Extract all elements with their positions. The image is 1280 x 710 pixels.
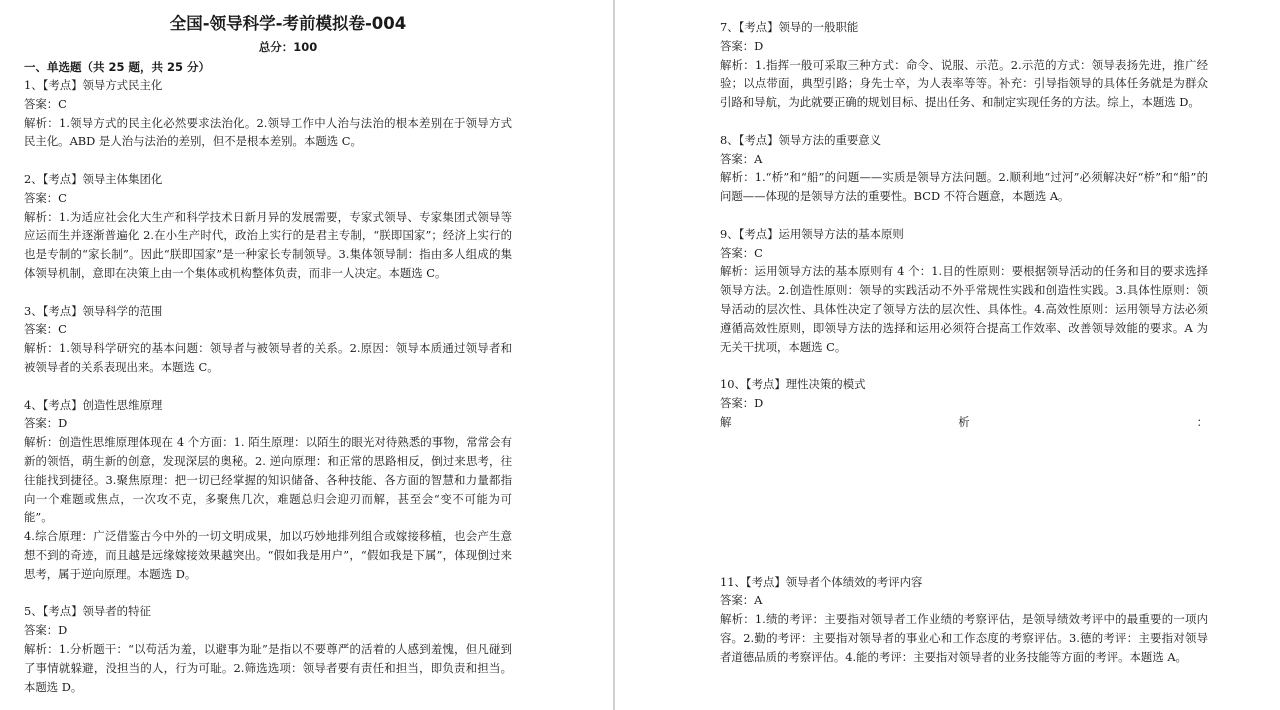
- right-page: [616, 0, 1280, 710]
- question-topic: 4、【考点】创造性思维原理: [24, 397, 163, 412]
- question-5: [24, 602, 512, 696]
- question-answer: 答案：A: [720, 593, 763, 608]
- page-divider: [613, 0, 615, 710]
- question-analysis: 解析：1.领导方式的民主化必然要求法治化。2.领导工作中人治与法治的根本差别在于领导方式民主化。ABD 是人治与法治的差别，但不是根本差别。本题选 C。: [24, 115, 512, 149]
- question-topic: 10、【考点】理性决策的模式: [720, 377, 866, 392]
- question-analysis: 解析：1.绩的考评：主要指对领导者工作业绩的考察评估，是领导绩效考评中的最重要的一项内容。2.勤的考评：主要指对领导者的事业心和工作态度的考察评估。3.德的考评：主要指对领导者道德品质的考察评估。4.能的考评：主要指对领导者的业务技能等方面的考评。本题选 A。: [720, 612, 1208, 664]
- question-2: [24, 170, 512, 283]
- question-3: [24, 302, 512, 377]
- question-topic: 11、【考点】领导者个体绩效的考评内容: [720, 574, 923, 589]
- question-answer: 答案：C: [720, 245, 763, 260]
- question-analysis: 解析：1.分析题干：“以苟活为羞，以避事为耻”是指以不要尊严的活着的人感到羞愧，但凡碰到了事情就躲避，没担当的人，行为可耻。2.筛选选项：领导者要有责任和担当，即负责和担当。本题选 D。: [24, 641, 512, 694]
- question-topic: 8、【考点】领导方法的重要意义: [720, 132, 882, 147]
- analysis-char: 析: [958, 414, 970, 429]
- question-8: [720, 131, 1208, 206]
- question-analysis: [720, 413, 1208, 432]
- question-topic: 2、【考点】领导主体集团化: [24, 171, 163, 186]
- question-4: [24, 396, 512, 584]
- question-topic: 5、【考点】领导者的特征: [24, 604, 151, 619]
- question-topic: 1、【考点】领导方式民主化: [24, 78, 163, 92]
- question-answer: 答案：D: [24, 623, 68, 638]
- question-11: [720, 573, 1208, 667]
- question-answer: 答案：D: [24, 416, 68, 431]
- question-analysis: 解析：1.领导科学研究的基本问题：领导者与被领导者的关系。2.原因：领导本质通过领导者和被领导者的关系表现出来。本题选 C。: [24, 341, 512, 374]
- left-page: [0, 0, 612, 710]
- question-analysis: 解析：1.指挥一般可采取三种方式：命令、说服、示范。2.示范的方式：领导表扬先进，推广经验；以点带面，典型引路；身先士卒，为人表率等等。补充：引导指领导的具体任务就是为群众引路和导航，为此就要正确的规划目标、提出任务、和制定实现任务的方法。综上，本题选 D。: [720, 57, 1208, 110]
- total-score: 总分：100: [258, 40, 318, 54]
- question-analysis: 解析：创造性思维原理体现在 4 个方面：1. 陌生原理：以陌生的眼光对待熟悉的事物，常常会有新的领悟，萌生新的创意，发现深层的奥秘。2. 逆向原理：和正常的思路相反，倒过来思考，往往能找到捷径。3.聚焦原理：把一切已经掌握的知识储备、各种技能、各方面的智慧和力量都指向一个难题或焦点，一次攻不克，多聚焦几次，难题总归会迎刃而解，甚至会“变不可能为可能”。: [24, 435, 512, 525]
- section-title: 一、单选题（共 25 题，共 25 分）: [24, 60, 211, 74]
- question-analysis: 解析：运用领导方法的基本原则有 4 个：1.目的性原则：要根据领导活动的任务和目的要求选择领导方法。2.创造性原则：领导的实践活动不外乎常规性实践和创造性实践。3.具体性原则：领导活动的层次性、具体性决定了领导方法的层次性、具体性。4.高效性原则：运用领导方法必须遵循高效性原则，即领导方法的选择和运用必须符合提高工作效率、改善领导效能的要求。A 为无关干扰项，本题选 C。: [720, 264, 1208, 354]
- question-answer: 答案：D: [720, 38, 764, 53]
- question-topic: 3、【考点】领导科学的范围: [24, 303, 163, 318]
- question-analysis-continued: 4.综合原理：广泛借鉴古今中外的一切文明成果，加以巧妙地排列组合或嫁接移植，也会产生意想不到的奇迹，而且越是远缘嫁接效果越突出。“假如我是用户”，“假如我是下属”，体现倒过来思考，属于逆向原理。本题选 D。: [24, 529, 512, 581]
- analysis-char: 解: [720, 414, 732, 429]
- question-answer: 答案：D: [720, 395, 764, 410]
- question-1: [24, 76, 512, 151]
- question-topic: 9、【考点】运用领导方法的基本原则: [720, 226, 904, 241]
- question-10: [720, 375, 1208, 431]
- question-9: [720, 225, 1208, 357]
- question-answer: 答案：C: [24, 96, 67, 111]
- analysis-char: ：: [1196, 414, 1208, 429]
- question-answer: 答案：A: [720, 151, 763, 166]
- question-answer: 答案：C: [24, 190, 67, 205]
- question-analysis: 解析：1.为适应社会化大生产和科学技术日新月异的发展需要，专家式领导、专家集团式领导等应运而生并逐渐普遍化 2.在小生产时代，政治上实行的是君主专制，“朕即国家”；经济上实行的也是专制的“家长制”。因此“朕即国家”是一种家长专制领导。3.集体领导制：指由多人组成的集体领导机制，意即在决策上由一个集体或机构整体负责，而非一人决定。本题选 C。: [24, 209, 512, 280]
- question-7: [720, 18, 1208, 112]
- question-answer: 答案：C: [24, 322, 67, 337]
- question-topic: 7、【考点】领导的一般职能: [720, 20, 859, 34]
- page-title: 全国-领导科学-考前模拟卷-004: [169, 14, 407, 33]
- question-analysis: 解析：1.“桥”和“船”的问题——实质是领导方法问题。2.顺利地“过河”必须解决好“桥”和“船”的问题——体现的是领导方法的重要性。BCD 不符合题意，本题选 A。: [720, 170, 1208, 204]
